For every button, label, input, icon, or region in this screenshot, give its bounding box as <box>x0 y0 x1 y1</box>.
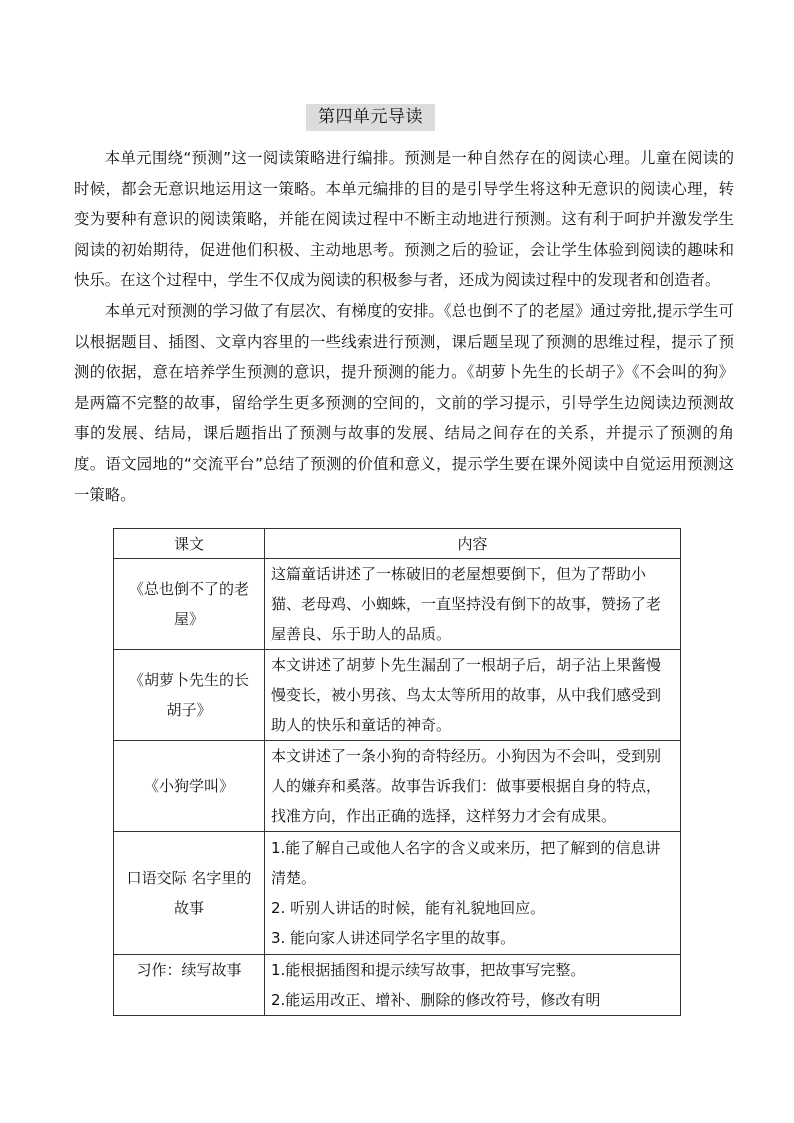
header-lesson: 课文 <box>114 529 265 559</box>
lesson-cell <box>114 741 265 832</box>
lesson-title-line: 习作：续写故事 <box>136 961 242 979</box>
lesson-title-line: 《小狗学叫》 <box>143 777 234 795</box>
content-item: 3. 能向家人讲述同学名字里的故事。 <box>271 929 516 947</box>
content-cell <box>265 650 681 741</box>
paragraph-2: 本单元对预测的学习做了有层次、有梯度的安排。《总也倒不了的老屋》通过旁批,提示学生可以根据题目、插图、文章内容里的一些线索进行预测，课后题呈现了预测的思维过程，提示了预测的依据，意在培养学生预测的意识，提升预测的能力。《胡萝卜先生的长胡子》《不会叫的狗》是两篇不完整的故事，留给学生更多预测的空间的，文前的学习提示，引导学生边阅读边预测故事的发展、结局，课后题指出了预测与故事的发展、结局之间存在的关系，并提示了预测的角度。语文园地的“交流平台”总结了预测的价值和意义，提示学生要在课外阅读中自觉运用预测这一策略。 <box>74 301 734 504</box>
lesson-cell <box>114 832 265 955</box>
content-text: 本文讲述了一条小狗的奇特经历。小狗因为不会叫，受到别人的嫌弃和奚落。故事告诉我们：做事要根据自身的特点，找准方向，作出正确的选择，这样努力才会有成果。 <box>271 747 662 825</box>
table-row <box>114 650 681 741</box>
table-row <box>114 559 681 650</box>
content-item: 1.能根据插图和提示续写故事，把故事写完整。 <box>271 961 586 979</box>
table-row <box>114 832 681 955</box>
content-text: 这篇童话讲述了一栋破旧的老屋想要倒下，但为了帮助小猫、老母鸡、小蜘蛛，一直坚持没有倒下的故事，赞扬了老屋善良、乐于助人的品质。 <box>271 565 662 643</box>
content-item: 1.能了解自己或他人名字的含义或来历，把了解到的信息讲清楚。 <box>271 839 661 887</box>
unit-title: 第四单元导读 <box>306 104 435 131</box>
header-content: 内容 <box>265 529 681 559</box>
lesson-cell <box>114 650 265 741</box>
lesson-title-line: 口语交际 名字里的 <box>126 869 252 887</box>
lesson-title-line: 故事 <box>173 899 204 917</box>
table-header-row <box>114 529 681 559</box>
content-item: 2. 听别人讲话的时候，能有礼貌地回应。 <box>271 899 546 917</box>
lesson-title-line: 屋》 <box>173 610 204 628</box>
intro-text <box>74 143 734 510</box>
lesson-cell <box>114 955 265 1016</box>
content-cell <box>265 559 681 650</box>
lesson-table <box>113 528 681 1016</box>
lesson-title-line: 《总也倒不了的老 <box>128 580 249 598</box>
lesson-cell <box>114 559 265 650</box>
table-row <box>114 955 681 1016</box>
content-cell <box>265 955 681 1016</box>
table-row <box>114 741 681 832</box>
content-cell <box>265 741 681 832</box>
content-item: 2.能运用改正、增补、删除的修改符号，修改有明 <box>271 991 601 1009</box>
content-cell <box>265 832 681 955</box>
lesson-title-line: 《胡萝卜先生的长 <box>128 671 249 689</box>
content-text: 本文讲述了胡萝卜先生漏刮了一根胡子后，胡子沾上果酱慢慢变长，被小男孩、鸟太太等所用的故事，从中我们感受到助人的快乐和童话的神奇。 <box>271 656 662 734</box>
lesson-title-line: 胡子》 <box>166 701 212 719</box>
paragraph-1: 本单元围绕“预测”这一阅读策略进行编排。预测是一种自然存在的阅读心理。儿童在阅读的时候，都会无意识地运用这一策略。本单元编排的目的是引导学生将这种无意识的阅读心理，转变为要种有意识的阅读策略，并能在阅读过程中不断主动地进行预测。这有利于呵护并激发学生阅读的初始期待，促进他们积极、主动地思考。预测之后的验证，会让学生体验到阅读的趣味和快乐。在这个过程中，学生不仅成为阅读的积极参与者，还成为阅读过程中的发现者和创造者。 <box>74 149 734 290</box>
